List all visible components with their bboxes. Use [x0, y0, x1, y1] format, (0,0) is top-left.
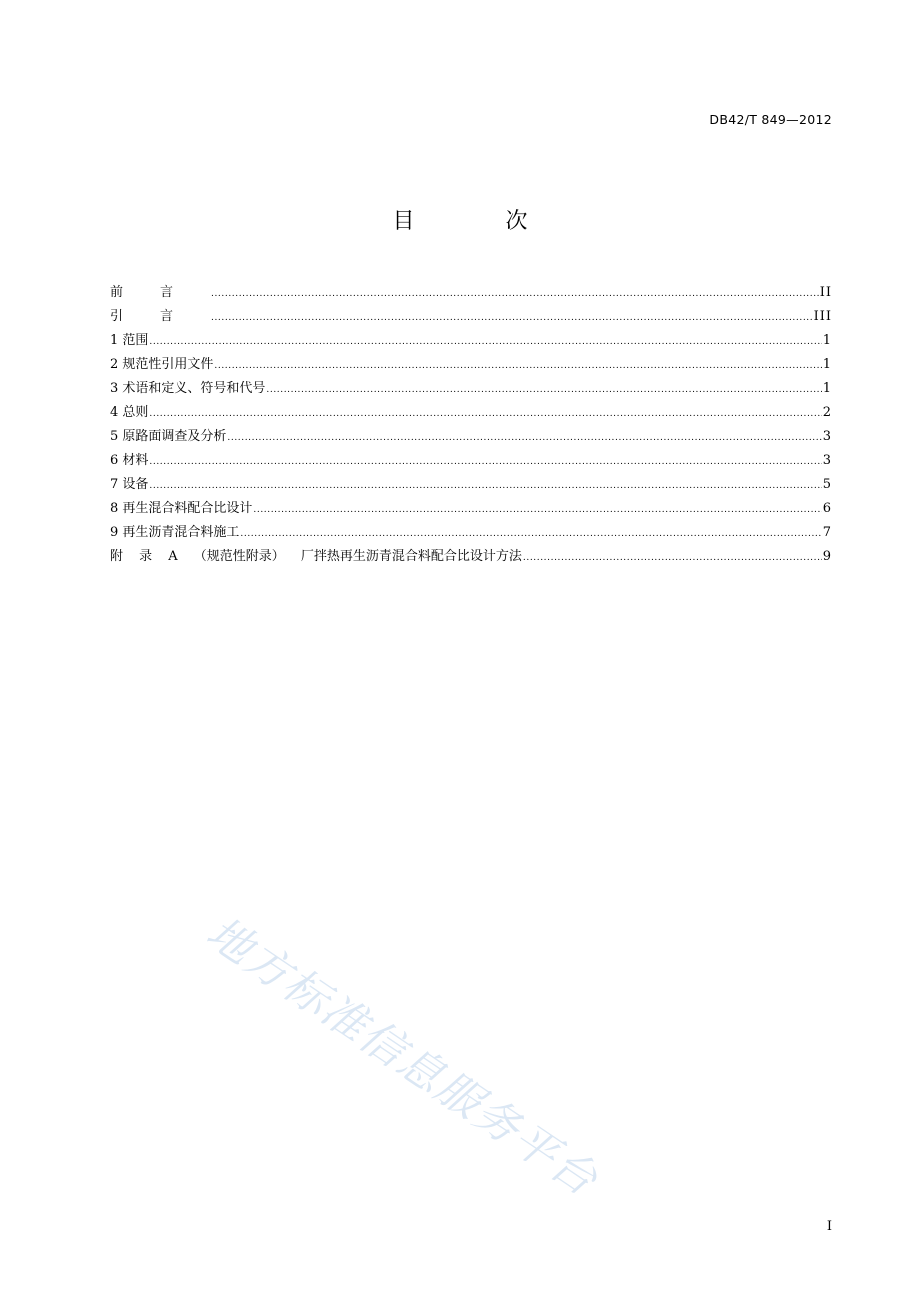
- toc-dot-leader: [214, 353, 821, 378]
- toc-entry-equipment[interactable]: [110, 473, 832, 497]
- toc-entry-page: 7: [822, 525, 832, 540]
- toc-entry-page: 9: [822, 549, 832, 564]
- toc-entry-pavement-survey[interactable]: [110, 425, 832, 449]
- toc-dot-leader: [149, 401, 821, 426]
- toc-dot-leader: [211, 281, 819, 306]
- toc-entry-appendix-a[interactable]: [110, 545, 832, 569]
- toc-entry-label: 附 录 A （规范性附录） 厂拌热再生沥青混合料配合比设计方法: [110, 549, 522, 564]
- toc-dot-leader: [149, 329, 821, 354]
- toc-entry-label: 6 材料: [110, 453, 149, 468]
- toc-entry-label: 3 术语和定义、符号和代号: [110, 381, 266, 396]
- toc-entry-scope[interactable]: [110, 329, 832, 353]
- page-number: I: [826, 1219, 832, 1234]
- toc-entry-page: 1: [822, 357, 832, 372]
- toc-entry-general[interactable]: [110, 401, 832, 425]
- toc-dot-leader: [227, 425, 821, 450]
- toc-dot-leader: [523, 545, 822, 570]
- toc-entry-page: 3: [822, 453, 832, 468]
- toc-entry-construction[interactable]: [110, 521, 832, 545]
- toc-entry-label: 1 范围: [110, 333, 149, 348]
- toc-entry-page: 1: [822, 333, 832, 348]
- toc-entry-page: 5: [822, 477, 832, 492]
- toc-entry-foreword[interactable]: [110, 281, 832, 305]
- toc-entry-page: III: [813, 309, 832, 324]
- document-code: DB42/T 849—2012: [709, 112, 832, 127]
- toc-dot-leader: [266, 377, 821, 402]
- toc-entry-introduction[interactable]: [110, 305, 832, 329]
- toc-entry-label: 前言: [110, 285, 211, 300]
- toc-entry-label: 引言: [110, 309, 211, 324]
- toc-title: 目 次: [392, 209, 570, 234]
- toc-dot-leader: [211, 305, 813, 330]
- toc-dot-leader: [149, 473, 821, 498]
- toc-dot-leader: [253, 497, 821, 522]
- toc-entry-label: 7 设备: [110, 477, 149, 492]
- toc-entry-label: 9 再生沥青混合料施工: [110, 525, 240, 540]
- toc-entry-mix-design[interactable]: [110, 497, 832, 521]
- table-of-contents: [110, 281, 832, 569]
- toc-entry-normative-references[interactable]: [110, 353, 832, 377]
- toc-entry-label: 4 总则: [110, 405, 149, 420]
- toc-dot-leader: [149, 449, 821, 474]
- toc-entry-label: 8 再生混合料配合比设计: [110, 501, 253, 516]
- toc-dot-leader: [240, 521, 821, 546]
- toc-entry-materials[interactable]: [110, 449, 832, 473]
- toc-entry-page: 6: [822, 501, 832, 516]
- toc-entry-terms-definitions[interactable]: [110, 377, 832, 401]
- toc-entry-page: 3: [822, 429, 832, 444]
- watermark: 地方标准信息服务平台: [197, 907, 608, 1207]
- toc-entry-page: 2: [822, 405, 832, 420]
- toc-entry-page: 1: [822, 381, 832, 396]
- toc-entry-label: 2 规范性引用文件: [110, 357, 214, 372]
- toc-entry-label: 5 原路面调查及分析: [110, 429, 227, 444]
- toc-entry-page: II: [819, 285, 832, 300]
